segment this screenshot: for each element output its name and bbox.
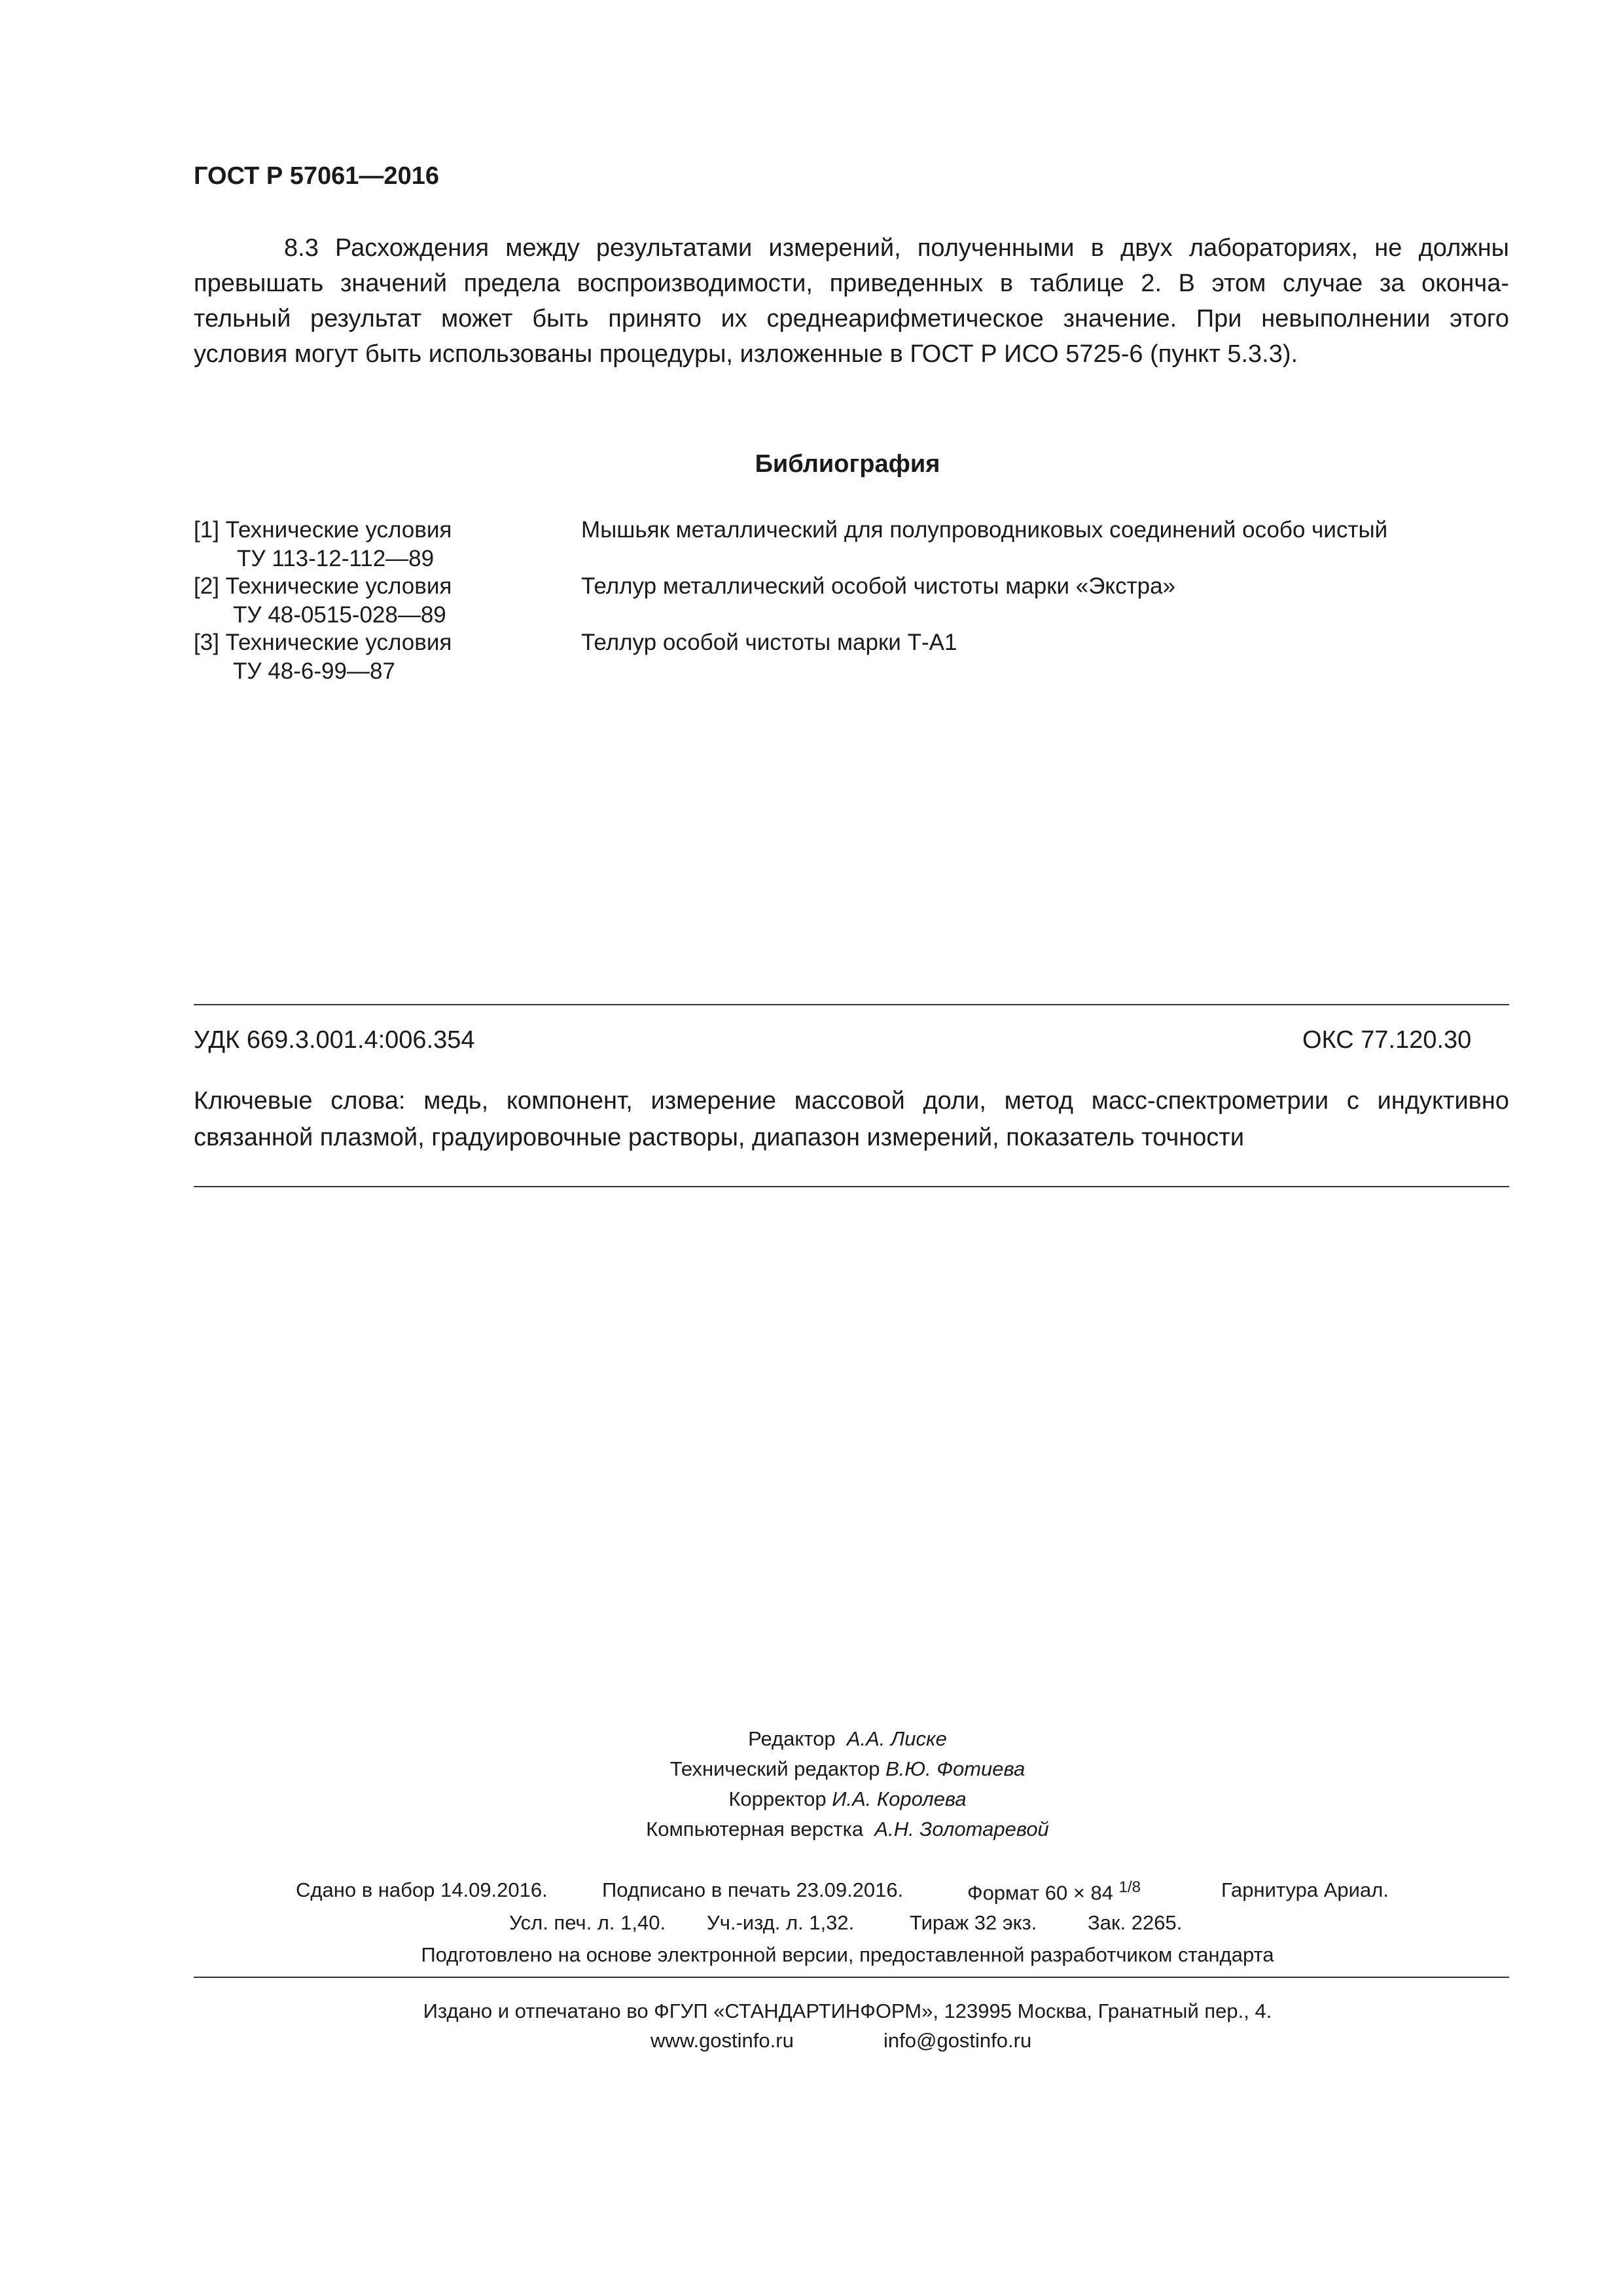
publisher-address: Издано и отпечатано во ФГУП «СТАНДАРТИНФОРМ», 123995 Москва, Гранатный пер., 4.: [423, 2000, 1272, 2022]
bibliography-title: Библиография: [755, 450, 940, 478]
imprint-prepared-note: Подготовлено на основе электронной версии, предоставленной разработчиком стандарта: [421, 1943, 1274, 1966]
divider: [194, 1004, 1509, 1005]
credit-name: А.Н. Золотаревой: [874, 1818, 1049, 1840]
credit-name: И.А. Королева: [832, 1787, 967, 1810]
credit-layout: [0, 1814, 1623, 1844]
credit-editor: [0, 1724, 1623, 1754]
keywords-line: связанной плазмой, градуировочные растворы, диапазон измерений, показатель точности: [194, 1124, 1245, 1151]
udk-code: УДК 669.3.001.4:006.354: [194, 1026, 475, 1054]
keywords-line: Ключевые слова: медь, компонент, измерение массовой доли, метод масс-спектрометрии с индуктивно: [194, 1087, 1509, 1115]
document-code: ГОСТ Р 57061—2016: [194, 162, 439, 190]
bibliography-ref: [2] Технические условия: [194, 573, 452, 599]
imprint-sent: Сдано в набор 14.09.2016.: [296, 1878, 548, 1901]
publisher-block: [0, 1996, 1623, 2026]
divider: [194, 1977, 1509, 1978]
credits: [0, 1724, 1623, 1844]
divider: [194, 1186, 1509, 1187]
bibliography-ref: [3] Технические условия: [194, 630, 452, 655]
credit-name: В.Ю. Фотиева: [885, 1757, 1026, 1780]
imprint-format-fraction: 1/8: [1118, 1878, 1141, 1896]
bibliography-description: Теллур особой чистоты марки Т-А1: [581, 630, 957, 655]
keywords: [194, 1083, 1509, 1156]
website-link[interactable]: www.gostinfo.ru: [651, 2029, 794, 2052]
bibliography-description: Мышьяк металлический для полупроводниковых соединений особо чистый: [581, 517, 1388, 543]
imprint-order: Зак. 2265.: [1088, 1911, 1183, 1934]
paragraph-line: тельный результат может быть принято их среднеарифметическое значение. При невыполнении этого: [194, 305, 1509, 332]
paragraph-line: превышать значений предела воспроизводимости, приведенных в таблице 2. В этом случае за оконча-: [194, 270, 1509, 297]
email-link[interactable]: info@gostinfo.ru: [883, 2029, 1032, 2052]
oks-code: ОКС 77.120.30: [1302, 1026, 1472, 1054]
bibliography-code: ТУ 48-0515-028—89: [233, 602, 446, 628]
imprint-typeface: Гарнитура Ариал.: [1221, 1878, 1389, 1901]
imprint-prepared: [0, 1940, 1623, 1970]
credit-label: Редактор: [748, 1727, 836, 1750]
credit-name: А.А. Лиске: [846, 1727, 947, 1750]
imprint-format-prefix: Формат 60 × 84: [967, 1881, 1114, 1905]
paragraph-8-3: [194, 230, 1509, 372]
paragraph-line: условия могут быть использованы процедуры, изложенные в ГОСТ Р ИСО 5725-6 (пункт 5.3.3).: [194, 340, 1298, 368]
credit-label: Компьютерная верстка: [646, 1818, 864, 1840]
credit-label: Технический редактор: [669, 1757, 880, 1780]
credit-corrector: [0, 1784, 1623, 1814]
imprint-print-sheets: Усл. печ. л. 1,40.: [509, 1911, 666, 1934]
bibliography-ref: [1] Технические условия: [194, 517, 452, 543]
bibliography-code: ТУ 48-6-99—87: [233, 658, 395, 684]
paragraph-line: 8.3 Расхождения между результатами измерений, полученными в двух лабораториях, не должны: [284, 234, 1509, 262]
bibliography-code: ТУ 113-12-112—89: [237, 546, 435, 571]
imprint-format: [967, 1878, 1141, 1905]
imprint-signed: Подписано в печать 23.09.2016.: [602, 1878, 904, 1901]
imprint-circulation: Тираж 32 экз.: [910, 1911, 1037, 1934]
imprint-edit-sheets: Уч.-изд. л. 1,32.: [707, 1911, 855, 1934]
credit-tech-editor: [0, 1754, 1623, 1784]
bibliography-description: Теллур металлический особой чистоты марки «Экстра»: [581, 573, 1176, 599]
credit-label: Корректор: [728, 1787, 827, 1810]
